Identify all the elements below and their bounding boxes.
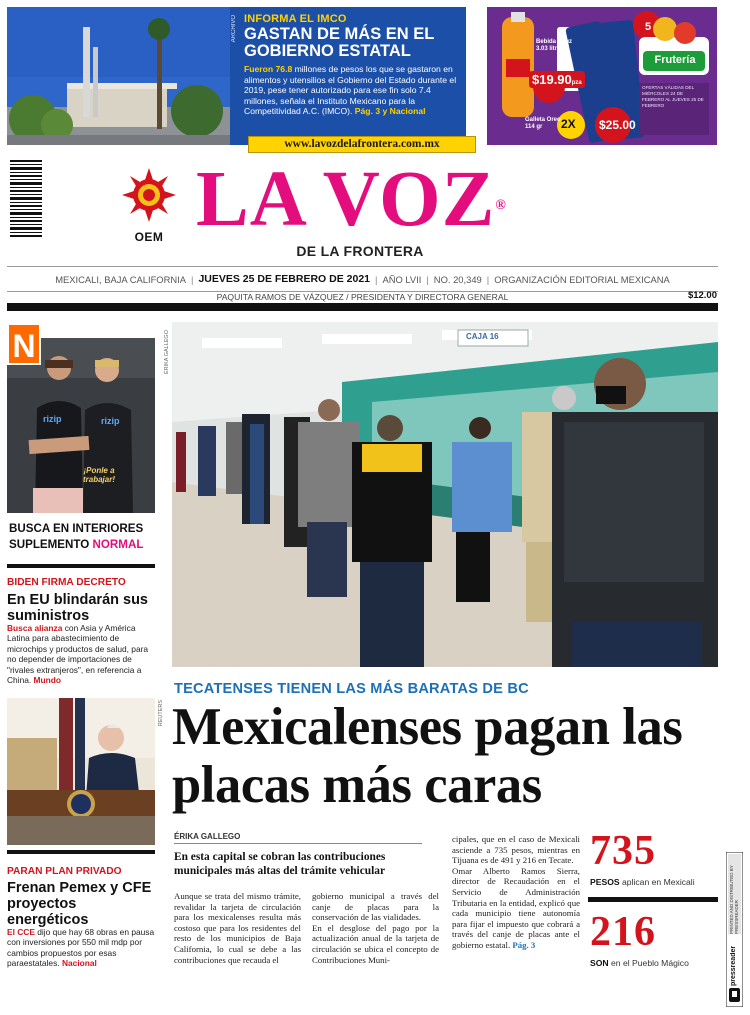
- promo-text[interactable]: [9, 521, 155, 553]
- biden-story-kicker: BIDEN FIRMA DECRETO: [7, 577, 126, 588]
- promo-line-2: SUPLEMENTO NORMAL: [9, 538, 144, 551]
- oem-emblem: [120, 166, 178, 244]
- main-story-photo[interactable]: [172, 322, 718, 667]
- shirt-brand-left: rizip: [43, 414, 62, 424]
- ad-cookie-price: $25.00: [599, 118, 636, 132]
- dateline-separator: |: [426, 273, 429, 285]
- cover-price: $12.00: [687, 290, 717, 301]
- top-news-body: Fueron 76.8 millones de pesos los que se gastaron en alimentos y utensilios el Gobierno del Estado durante el 2019, pese tener autorizado para ese fin solo 7.4 millones, señala el Instituto Mexicano para la Competitividad A.C. (IMCO). Pág. 3 y Nacional: [244, 64, 457, 117]
- promo-line-1: BUSCA EN INTERIORES: [9, 522, 144, 535]
- government-building-image: [7, 7, 230, 145]
- biden-photo[interactable]: [7, 698, 155, 845]
- dateline-location: MEXICALI, BAJA CALIFORNIA: [55, 273, 186, 285]
- byline-rule: [174, 843, 422, 844]
- pemex-story-section: Nacional: [61, 958, 97, 969]
- pemex-story-headline[interactable]: Frenan Pemex y CFE proyectos energéticos: [7, 880, 152, 928]
- dateline-separator: |: [191, 273, 194, 285]
- newspaper-title[interactable]: [196, 158, 526, 242]
- lead-story-byline: ÉRIKA GALLEGO: [174, 832, 241, 841]
- registered-mark: ®: [495, 198, 507, 213]
- pressreader-fineprint: PRINTED AND DISTRIBUTED BY PRESSREADER: [729, 865, 739, 934]
- pemex-story-body: El CCE dijo que hay 68 obras en pausa con inversiones por 550 mil mdp por cambios propuestos por esas paraestatales. Nacional: [7, 927, 155, 969]
- ad-drink-price: $19.90pza: [529, 71, 585, 88]
- queue-at-cashier-photo: [172, 322, 718, 667]
- dateline-separator: |: [375, 273, 378, 285]
- advertisement[interactable]: [487, 7, 717, 145]
- stat-divider: [588, 897, 718, 902]
- top-news-page-ref: Pág. 3 y Nacional: [354, 106, 426, 117]
- biden-story-section: Mundo: [33, 675, 61, 686]
- shirt-brand-right: rizip: [101, 416, 120, 426]
- stat-label-tecate: SON en el Pueblo Mágico: [590, 958, 689, 968]
- top-news-kicker: INFORMA EL IMCO: [244, 13, 347, 25]
- ad-store-number: 5: [644, 21, 652, 33]
- stat-number-mexicali: 735: [590, 828, 656, 874]
- biden-story-body: Busca alianza con Asia y América Latina para abastecimiento de microchips y productos de salud, para no depender de importaciones de "rivales extranjeros", en referencia a China. Mundo: [7, 623, 149, 686]
- column-divider: [7, 850, 155, 854]
- dateline-year: AÑO LVII: [382, 273, 422, 285]
- pressreader-brand: pressreader: [730, 945, 737, 986]
- lead-story-column-2: gobierno municipal a través del canje de placas para la conservación de las vialidades. En el desglose del pago por la actualización anual de la tarjeta de circulación se ubica el concepto de Contribuciones Muni-: [312, 891, 439, 965]
- ad-cookie-deal: 2X: [561, 117, 576, 131]
- ad-store-name: Frutería: [654, 54, 696, 66]
- dateline: [7, 266, 718, 292]
- ad-fineprint: OFERTAS VÁLIDAS DEL MIÉRCOLES 24 DE FEBRERO AL JUEVES 25 DE FEBRERO: [642, 85, 704, 108]
- main-photo-credit: ÉRIKA GALLEGO: [164, 330, 170, 375]
- top-news-photo: [7, 7, 230, 145]
- biden-signing-photo: [7, 698, 155, 845]
- lead-story-column-1: Aunque se trata del mismo trámite, revalidar la tarjeta de circulación para los mexicalenses resulta más costoso que para los residentes del resto de los municipios de Baja California, lo cual se debe a las contribuciones que recauda el: [174, 891, 301, 965]
- lead-story-deck: En esta capital se cobran las contribuciones municipales más altas del trámite vehicular: [174, 851, 386, 877]
- dateline-separator: |: [486, 273, 490, 285]
- pemex-story-kicker: PARAN PLAN PRIVADO: [7, 866, 122, 877]
- column-divider: [7, 564, 155, 568]
- newspaper-subtitle: DE LA FRONTERA: [296, 243, 424, 259]
- biden-photo-credit: REUTERS: [158, 700, 164, 727]
- lead-story-column-3: cipales, que en el caso de Mexicali asciende a 735 pesos, mientras en Tijuana es de 491 y 216 en Tecate. Omar Alberto Ramos Sierra, director de Recaudación en el Servicio de Administración Tributaria en la entidad, explicó que cada municipio tiene autonomía para fijar el impuesto que cobrará a través del canje de placas ante el gobierno estatal. Pág. 3: [452, 834, 580, 950]
- cashier-sign: CAJA 16: [466, 332, 499, 341]
- oem-label: OEM: [134, 230, 164, 244]
- dateline-number: NO. 20,349: [433, 273, 482, 285]
- barcode: [10, 158, 42, 240]
- director-line: PAQUITA RAMOS DE VÁZQUEZ / PRESIDENTA Y DIRECTORA GENERAL: [216, 292, 509, 302]
- ad-cookie-label: Galleta Oreo 114 gr: [525, 117, 561, 130]
- lead-story-page-ref: Pág. 3: [512, 939, 536, 950]
- biden-story-headline[interactable]: En EU blindarán sus suministros: [7, 592, 148, 624]
- website-url[interactable]: www.lavozdelafrontera.com.mx: [248, 136, 476, 153]
- pressreader-notice[interactable]: [726, 852, 743, 1007]
- lead-story-headline[interactable]: Mexicalenses pagan las placas más caras: [172, 698, 683, 814]
- stat-label-mexicali: PESOS aplican en Mexicali: [590, 877, 695, 887]
- promo-photo-caption: ¡Ponle a trabajar!: [82, 466, 115, 484]
- photo-archive-label: ARCHIVO: [231, 15, 237, 43]
- sun-emblem-icon: [120, 166, 178, 224]
- stat-number-tecate: 216: [590, 909, 656, 955]
- top-news-box[interactable]: [230, 7, 466, 145]
- dateline-date: JUEVES 25 DE FEBRERO DE 2021: [198, 273, 371, 285]
- title-text: LA VOZ: [196, 156, 496, 243]
- masthead-rule: [7, 303, 718, 311]
- dateline-organization: ORGANIZACIÓN EDITORIAL MEXICANA: [494, 273, 670, 285]
- lead-story-kicker: TECATENSES TIENEN LAS MÁS BARATAS DE BC: [174, 681, 529, 697]
- ad-drink-label: Bebida Ciluz 3.03 litro: [536, 39, 573, 52]
- normal-supplement-logo: N: [7, 323, 41, 365]
- top-news-headline[interactable]: GASTAN DE MÁS EN EL GOBIERNO ESTATAL: [244, 25, 435, 60]
